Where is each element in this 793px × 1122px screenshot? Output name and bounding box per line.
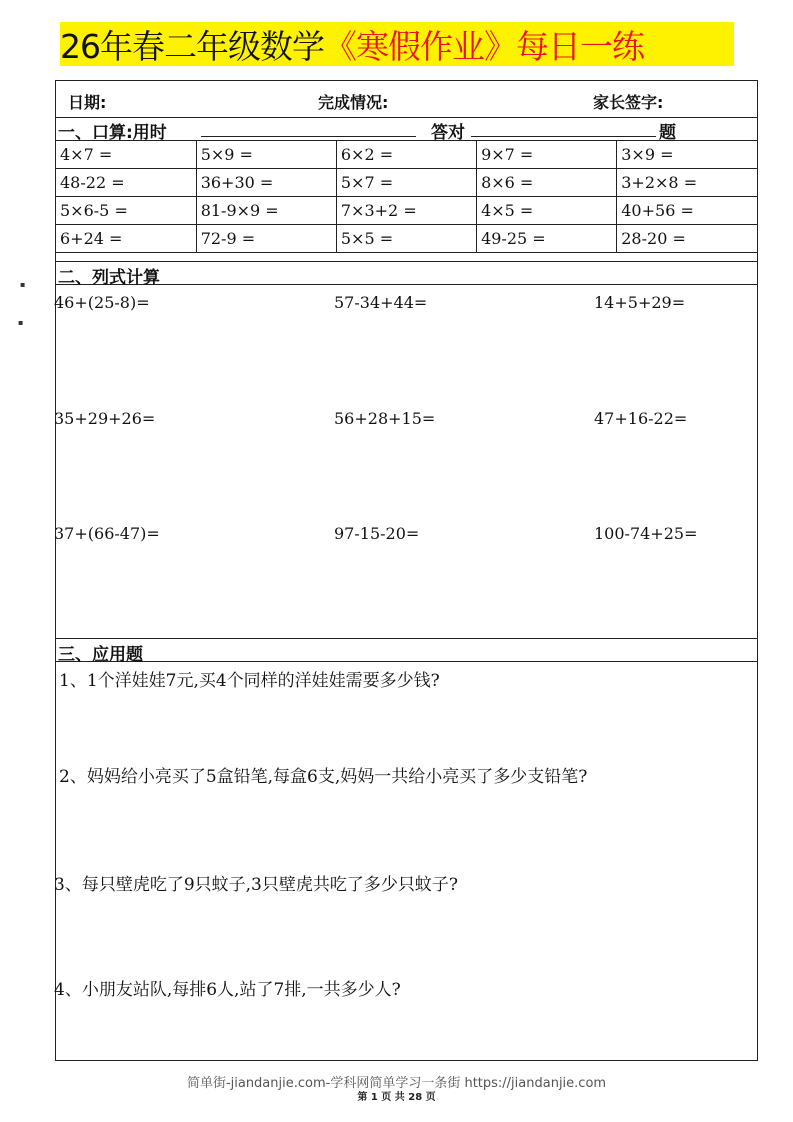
oral-cell[interactable]: 8×6 = <box>477 169 617 197</box>
section-oral-title <box>56 117 757 141</box>
calc-item: 14+5+29= <box>594 293 686 312</box>
calc-title-label: 二、列式计算 <box>58 268 160 288</box>
oral-cell[interactable]: 4×5 = <box>477 197 617 225</box>
calc-item: 46+(25-8)= <box>54 293 150 312</box>
scan-mark: ▪ <box>18 318 24 327</box>
oral-cell[interactable]: 49-25 = <box>477 225 617 253</box>
title-part-grade: 26年春二年级数学 <box>60 26 324 66</box>
calc-item: 97-15-20= <box>334 524 420 543</box>
word-problem: 1、1个洋娃娃7元,买4个同样的洋娃娃需要多少钱? <box>59 671 440 691</box>
section-calc-title <box>56 261 757 288</box>
calc-item: 100-74+25= <box>594 524 698 543</box>
oral-cell[interactable]: 3×9 = <box>617 141 757 169</box>
calc-item: 57-34+44= <box>334 293 428 312</box>
page-title <box>60 22 734 66</box>
calc-item: 47+16-22= <box>594 409 688 428</box>
title-part-homework: 《寒假作业》每日一练 <box>324 26 644 66</box>
oral-cell[interactable]: 3+2×8 = <box>617 169 757 197</box>
oral-row <box>56 141 757 169</box>
oral-cell[interactable]: 6+24 = <box>56 225 196 253</box>
oral-cell[interactable]: 5×6-5 = <box>56 197 196 225</box>
oral-cell[interactable]: 5×7 = <box>336 169 476 197</box>
oral-cell[interactable]: 81-9×9 = <box>196 197 336 225</box>
parent-sign-label: 家长签字: <box>593 93 664 112</box>
oral-cell[interactable]: 5×9 = <box>196 141 336 169</box>
word-title-label: 三、应用题 <box>58 645 143 665</box>
worksheet <box>55 80 758 1061</box>
oral-row <box>56 197 757 225</box>
watermark-text: 简单街-jiandanjie.com-学科网简单学习一条街 https://jiandanjie.com <box>186 1076 607 1091</box>
calc-item: 37+(66-47)= <box>54 524 160 543</box>
oral-cell[interactable]: 9×7 = <box>477 141 617 169</box>
oral-row <box>56 169 757 197</box>
oral-cell[interactable]: 28-20 = <box>617 225 757 253</box>
oral-row <box>56 225 757 253</box>
oral-cell[interactable]: 7×3+2 = <box>336 197 476 225</box>
date-label: 日期: <box>68 93 107 112</box>
time-blank[interactable] <box>201 118 416 137</box>
oral-cell[interactable]: 4×7 = <box>56 141 196 169</box>
oral-cell[interactable]: 36+30 = <box>196 169 336 197</box>
correct-blank[interactable] <box>471 118 656 137</box>
unit-label: 题 <box>659 123 676 143</box>
header-row <box>56 81 757 118</box>
oral-cell[interactable]: 5×5 = <box>336 225 476 253</box>
word-problem: 2、妈妈给小亮买了5盒铅笔,每盒6支,妈妈一共给小亮买了多少支铅笔? <box>59 767 588 787</box>
section-word-title <box>56 638 757 665</box>
status-label: 完成情况: <box>318 93 389 112</box>
oral-calc-grid <box>56 141 757 253</box>
oral-title-label: 一、口算:用时 <box>58 123 167 143</box>
scan-mark: ▪ <box>20 280 26 289</box>
oral-cell[interactable]: 6×2 = <box>336 141 476 169</box>
word-problem: 3、每只壁虎吃了9只蚊子,3只壁虎共吃了多少只蚊子? <box>54 875 458 895</box>
correct-label: 答对 <box>431 123 465 143</box>
oral-cell[interactable]: 72-9 = <box>196 225 336 253</box>
calc-item: 56+28+15= <box>334 409 436 428</box>
word-problem: 4、小朋友站队,每排6人,站了7排,一共多少人? <box>54 980 401 1000</box>
page-number: 第 1 页 共 28 页 <box>357 1092 436 1103</box>
calc-item: 35+29+26= <box>54 409 156 428</box>
oral-cell[interactable]: 48-22 = <box>56 169 196 197</box>
oral-cell[interactable]: 40+56 = <box>617 197 757 225</box>
